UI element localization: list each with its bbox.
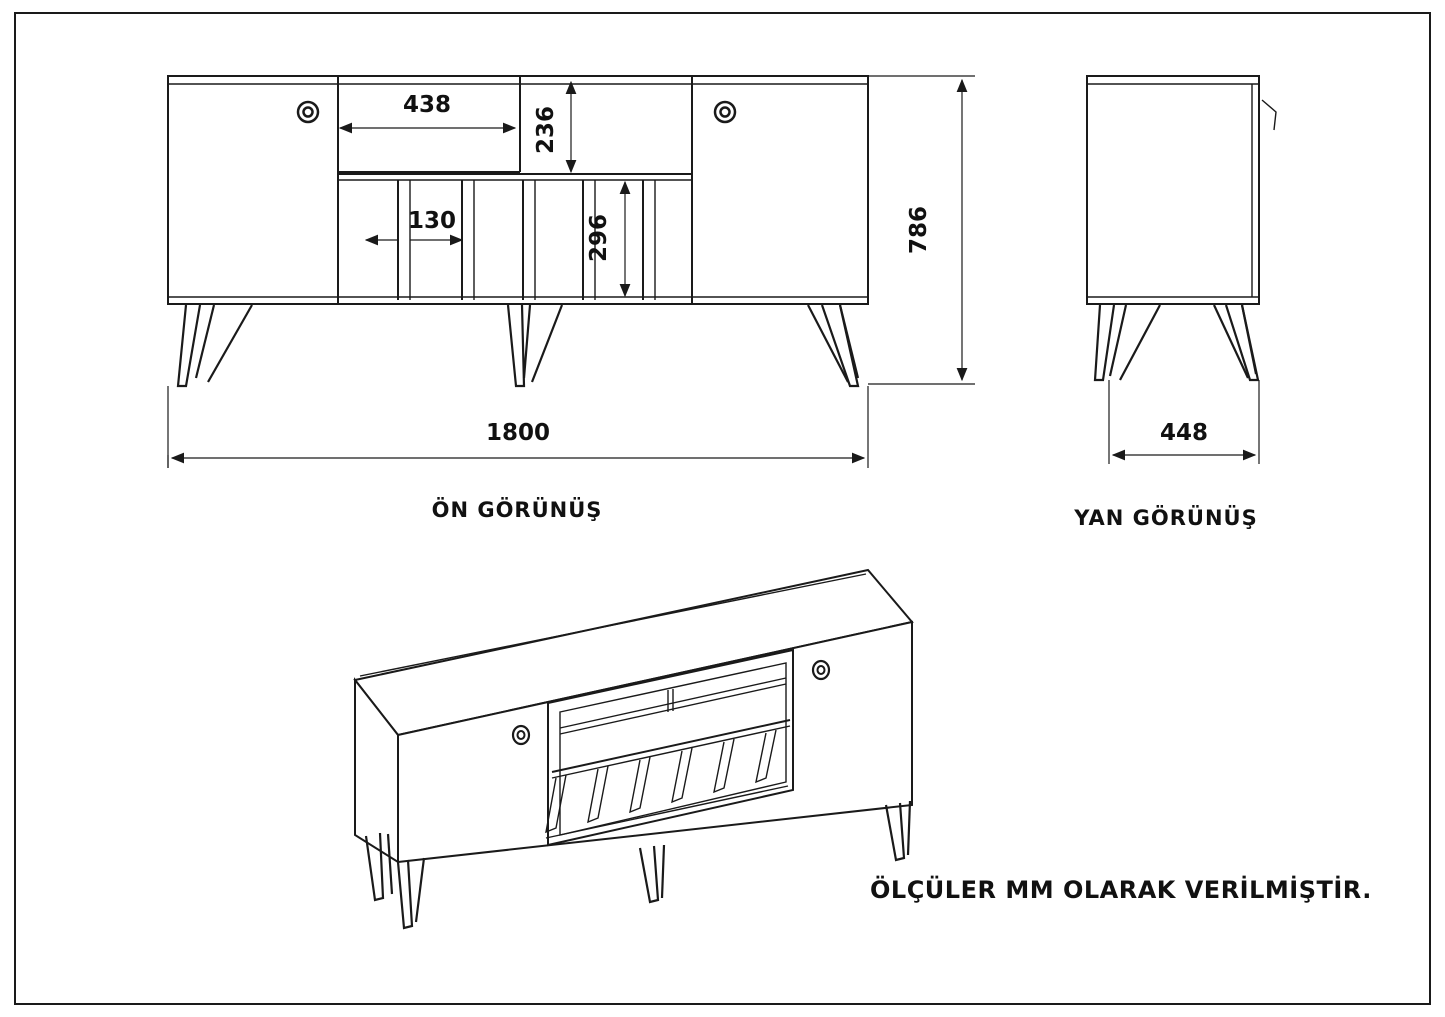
right-door-knob-icon (715, 102, 735, 122)
front-view-group (168, 76, 868, 522)
perspective-right-knob-icon (813, 661, 829, 679)
dim-1800-label: 1800 (485, 420, 551, 446)
perspective-left-knob-icon (513, 726, 529, 744)
dim-786-label: 786 (906, 205, 932, 255)
front-view-caption: ÖN GÖRÜNÜŞ (431, 498, 603, 522)
left-door-knob-icon (298, 102, 318, 122)
dim-296-label: 296 (586, 213, 612, 263)
side-view-caption: YAN GÖRÜNÜŞ (1074, 506, 1258, 530)
perspective-view-group (355, 570, 912, 928)
side-legs (1095, 305, 1258, 380)
side-view-group (1073, 76, 1276, 530)
dim-236-label: 236 (533, 105, 559, 155)
dim-130-label: 130 (407, 208, 457, 234)
dim-448 (1109, 380, 1259, 464)
front-legs (178, 305, 858, 386)
dim-786 (868, 76, 975, 384)
dim-1800 (168, 386, 868, 468)
front-cabinet-body (168, 76, 868, 304)
units-note: ÖLÇÜLER MM OLARAK VERİLMİŞTİR. (870, 876, 1372, 904)
dim-448-label: 448 (1159, 420, 1209, 446)
dim-438-label: 438 (402, 92, 452, 118)
side-cabinet-body (1087, 76, 1259, 304)
